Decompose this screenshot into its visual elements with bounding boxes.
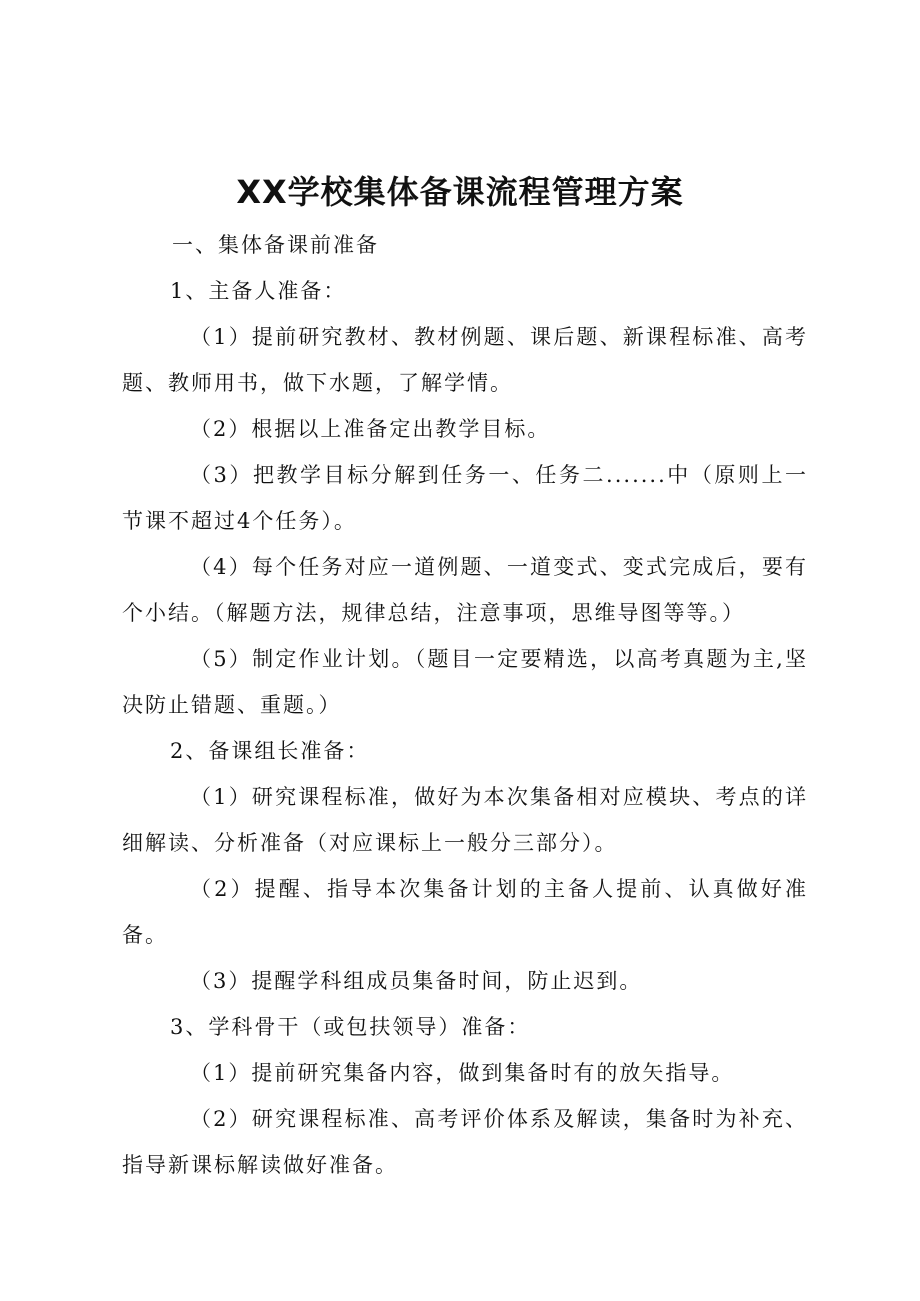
list-item: （2）根据以上准备定出教学目标。 <box>190 417 551 441</box>
list-item: （3）把教学目标分解到任务一、任务二.......中（原则上一节课不超过4个任务）。 <box>122 463 808 533</box>
subsection-heading: 3、学科骨干（或包扶领导）准备： <box>170 1015 531 1039</box>
list-item: （1）提前研究集备内容，做到集备时有的放矢指导。 <box>190 1061 735 1085</box>
list-item: （2）提醒、指导本次集备计划的主备人提前、认真做好准备。 <box>122 877 808 947</box>
document-body <box>122 222 808 1188</box>
list-item: （1）研究课程标准，做好为本次集备相对应模块、考点的详细解读、分析准备（对应课标上一般分三部分）。 <box>122 785 808 855</box>
list-item: （1）提前研究教材、教材例题、课后题、新课程标准、高考题、教师用书，做下水题，了解学情。 <box>122 325 808 395</box>
list-item: （4）每个任务对应一道例题、一道变式、变式完成后，要有个小结。（解题方法，规律总结，注意事项，思维导图等等。） <box>122 555 808 625</box>
list-item: （3）提醒学科组成员集备时间，防止迟到。 <box>190 969 643 993</box>
list-item: （2）研究课程标准、高考评价体系及解读，集备时为补充、指导新课标解读做好准备。 <box>122 1107 808 1177</box>
subsection-heading: 1、主备人准备： <box>170 279 347 303</box>
document-title: XX学校集体备课流程管理方案 <box>236 173 684 211</box>
list-item: （5）制定作业计划。（题目一定要精选，以高考真题为主,坚决防止错题、重题。） <box>122 647 808 717</box>
subsection-heading: 2、备课组长准备： <box>170 739 370 763</box>
section-heading: 一、集体备课前准备 <box>172 233 379 257</box>
